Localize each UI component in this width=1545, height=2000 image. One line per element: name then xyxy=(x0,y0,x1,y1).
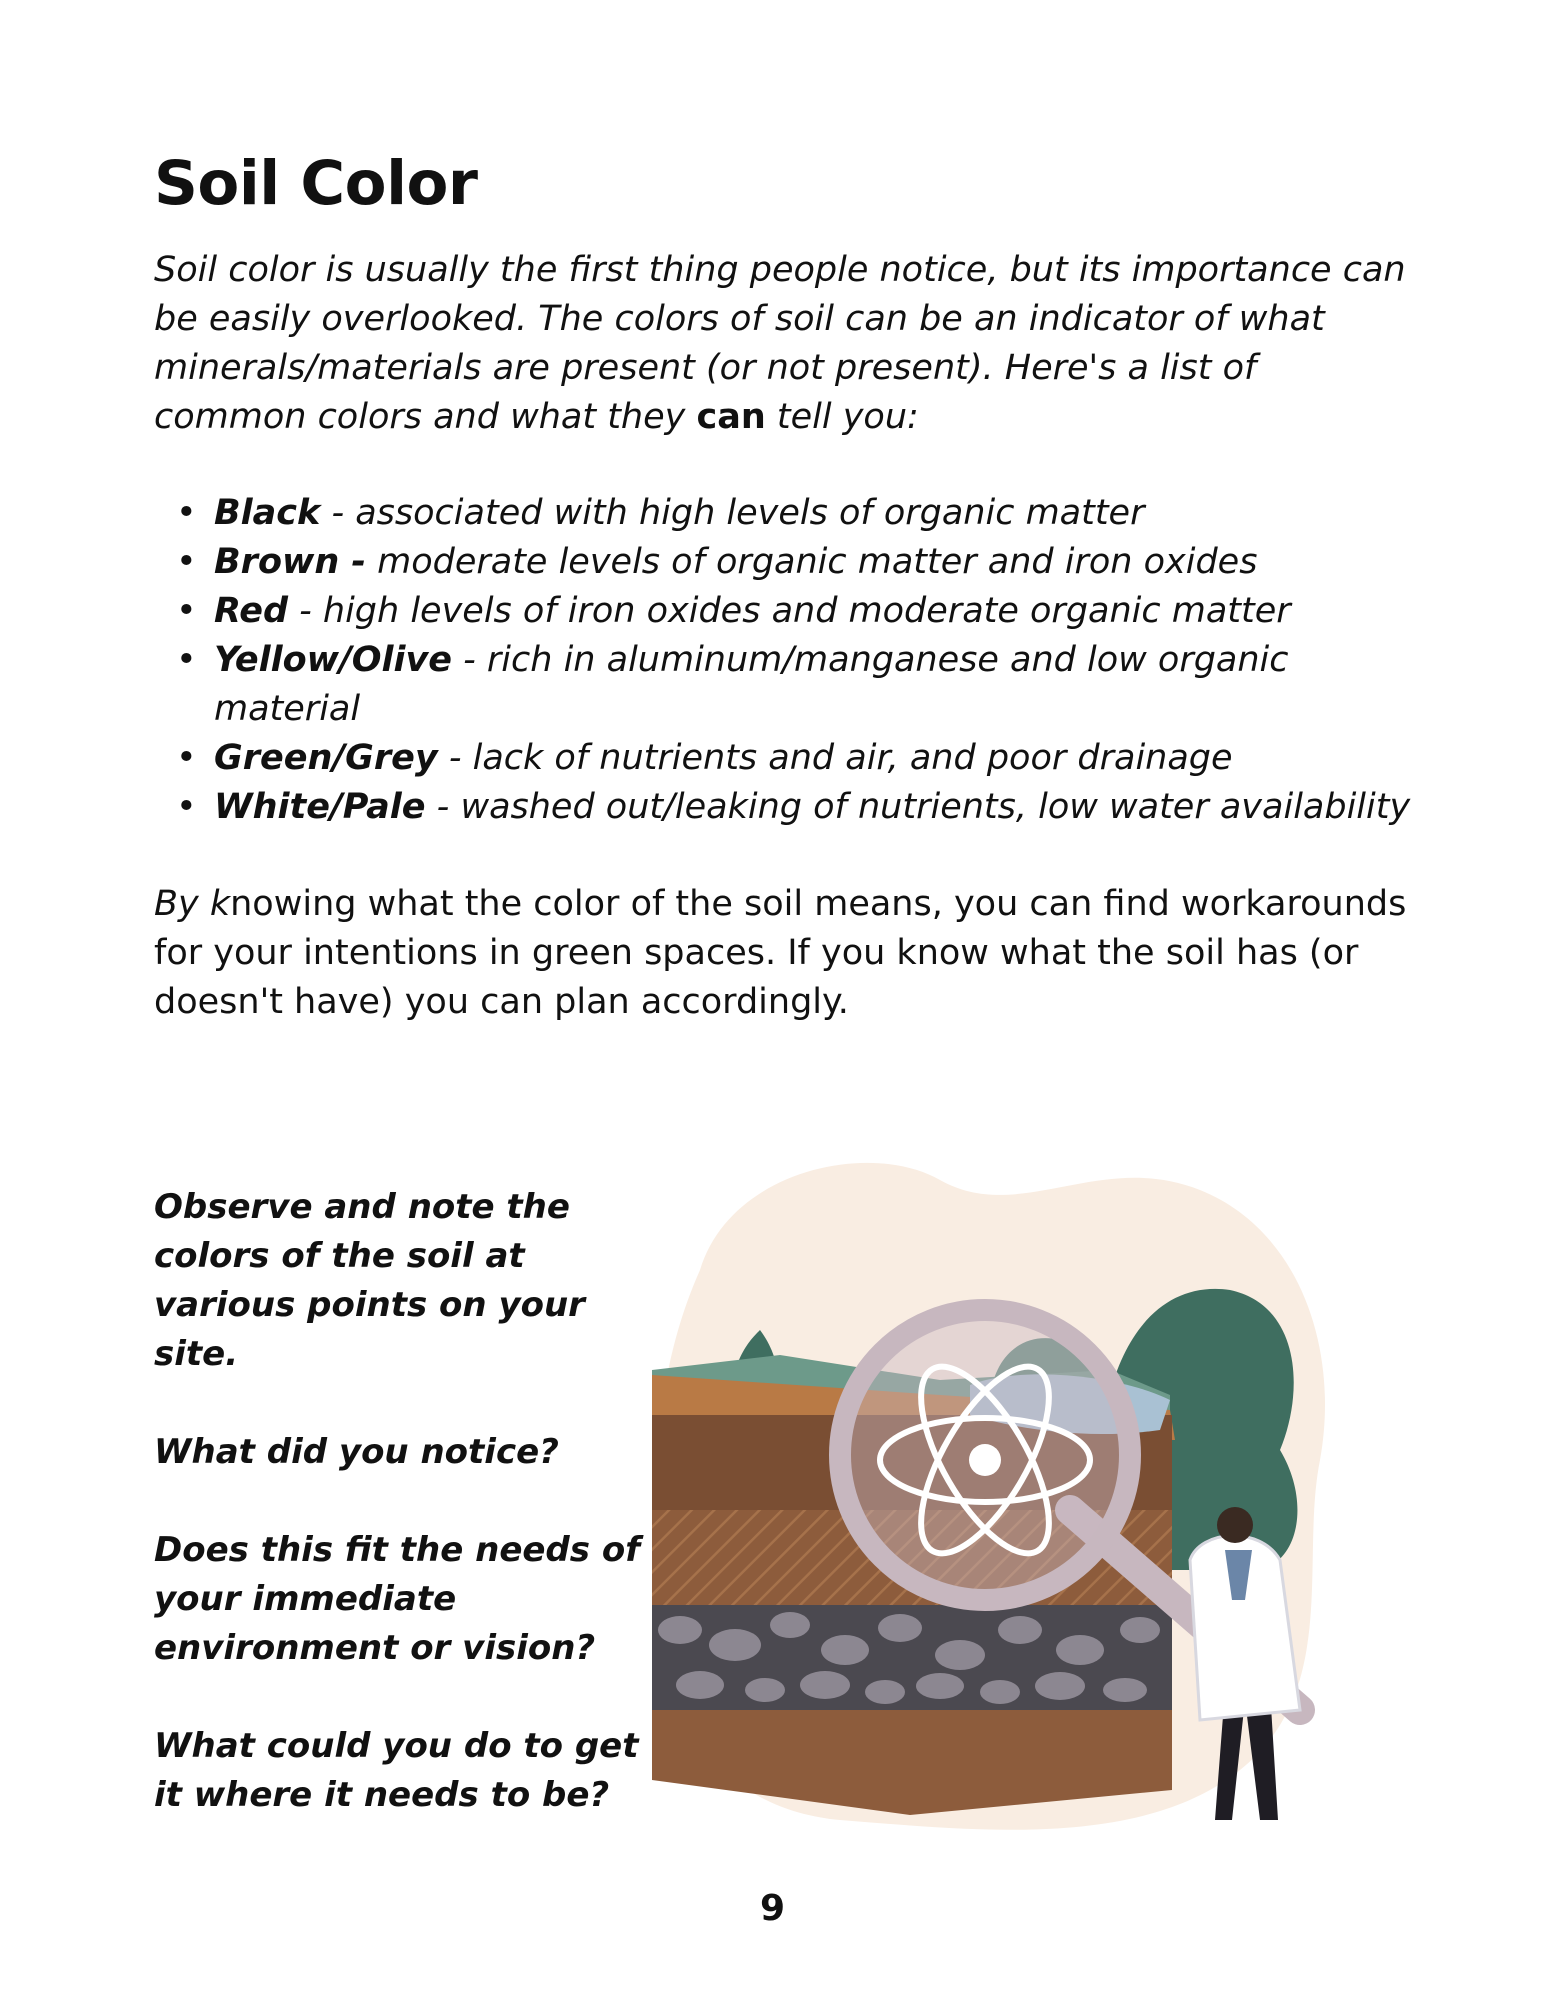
color-name: Green/Grey xyxy=(214,738,438,778)
color-description: rich in aluminum/manganese and low organic material xyxy=(214,640,1289,729)
color-name: Black xyxy=(214,493,321,533)
separator xyxy=(366,542,377,582)
outro-italic: By k xyxy=(154,884,231,924)
prompt-fit: Does this fit the needs of your immediate environment or vision? xyxy=(154,1530,640,1668)
color-name: Brown - xyxy=(214,542,366,582)
intro-paragraph xyxy=(154,246,1414,442)
separator: - xyxy=(437,738,473,778)
list-item xyxy=(154,783,1414,832)
prompt-improve: What could you do to get it where it needs to be? xyxy=(154,1726,639,1815)
color-description: washed out/leaking of nutrients, low water availability xyxy=(460,787,1411,827)
separator: - xyxy=(288,591,323,631)
color-description: high levels of iron oxides and moderate organic matter xyxy=(322,591,1291,631)
separator: - xyxy=(320,493,356,533)
separator: - xyxy=(452,640,487,680)
color-name: White/Pale xyxy=(214,787,426,827)
list-item xyxy=(154,538,1414,587)
color-description: lack of nutrients and air, and poor drainage xyxy=(472,738,1233,778)
atom-nucleus xyxy=(969,1444,1001,1476)
list-item xyxy=(154,587,1414,636)
soil-color-list xyxy=(154,489,1414,832)
page-title: Soil Color xyxy=(154,148,478,219)
list-item xyxy=(154,636,1414,734)
color-description: moderate levels of organic matter and iron oxides xyxy=(377,542,1258,582)
color-name: Red xyxy=(214,591,288,631)
color-description: associated with high levels of organic matter xyxy=(355,493,1145,533)
prompt-notice: What did you notice? xyxy=(154,1432,559,1472)
color-name: Yellow/Olive xyxy=(214,640,453,680)
intro-text: Soil color is usually the first thing people notice, but its importance can be easily overlooked. The colors of soil can be an indicator of what minerals/materials are present (or not present). Here's a list of common colors and what they xyxy=(154,250,1406,437)
intro-emphasis: can xyxy=(696,397,766,437)
list-item xyxy=(154,734,1414,783)
intro-text-end: tell you: xyxy=(765,397,919,437)
prompt-observe: Observe and note the colors of the soil at various points on your site. xyxy=(154,1187,585,1374)
scientist-head xyxy=(1217,1507,1253,1543)
separator: - xyxy=(425,787,461,827)
outro-paragraph xyxy=(154,880,1414,1027)
page-number: 9 xyxy=(759,1888,786,1929)
list-item xyxy=(154,489,1414,538)
soil-layers-magnifier-scientist-illustration xyxy=(640,1130,1360,1850)
outro-text: nowing what the color of the soil means, you can find workarounds for your intentions in green spaces. If you know what the soil has (or doesn't have) you can plan accordingly. xyxy=(154,884,1407,1022)
reflection-prompts xyxy=(154,1183,674,1820)
